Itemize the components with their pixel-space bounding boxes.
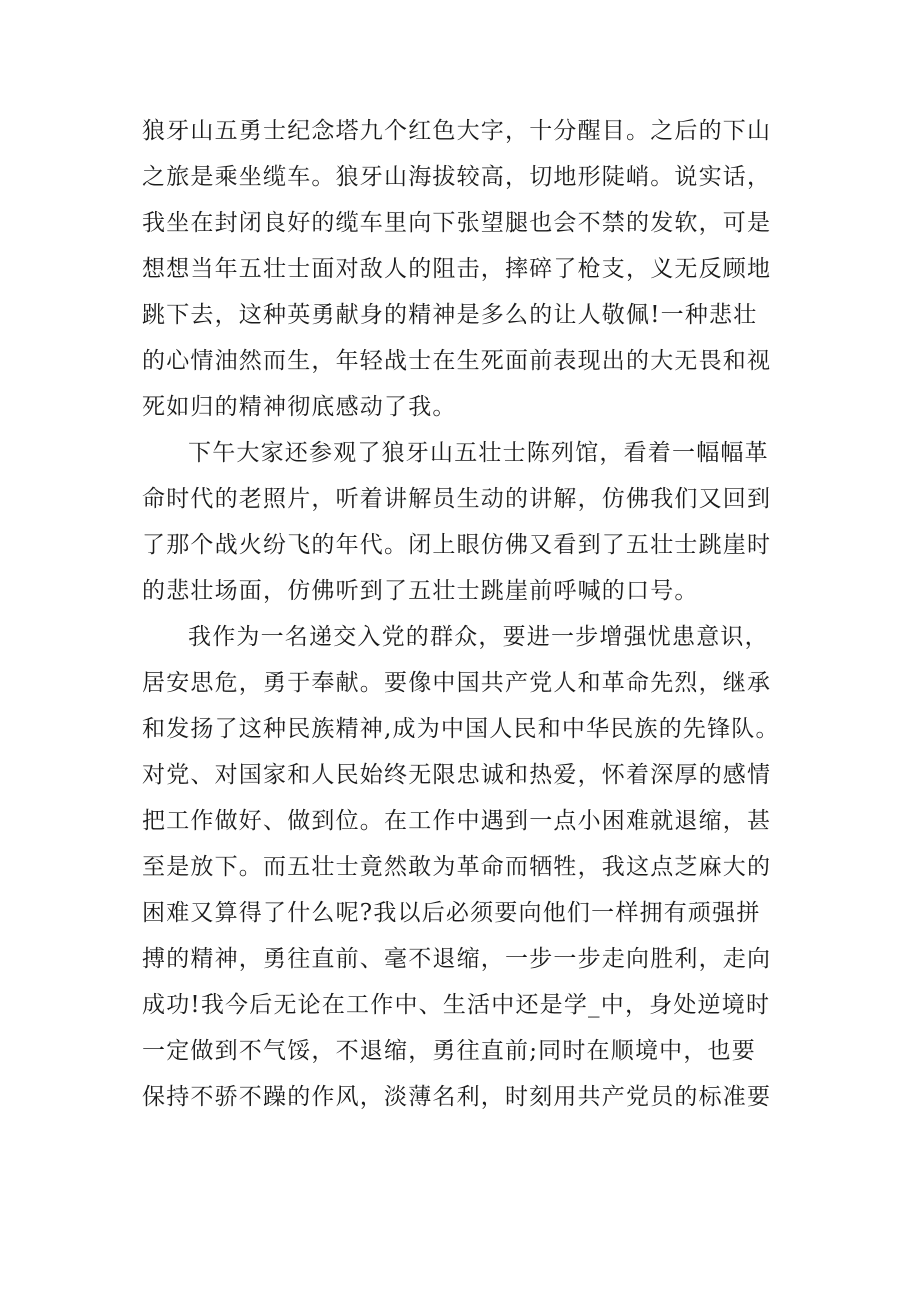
- text-line: 保持不骄不躁的作风，淡薄名利，时刻用共产党员的标准要: [142, 1084, 772, 1110]
- text-line: 死如归的精神彻底感动了我。: [142, 394, 457, 420]
- paragraph-1: [142, 108, 782, 430]
- text-line: 的悲壮场面，仿佛听到了五壮士跳崖前呼喊的口号。: [142, 578, 699, 604]
- text-line: 搏的精神，勇往直前、毫不退缩，一步一步走向胜利，走向: [142, 946, 772, 972]
- text-line: 成功!我今后无论在工作中、生活中还是学_中，身处逆境时: [142, 992, 771, 1018]
- text-line: 的心情油然而生，年轻战士在生死面前表现出的大无畏和视: [142, 348, 772, 374]
- text-line: 跳下去，这种英勇献身的精神是多么的让人敬佩!一种悲壮: [142, 302, 758, 328]
- document-body: [142, 108, 782, 1120]
- text-line: 至是放下。而五壮士竟然敢为革命而牺牲，我这点芝麻大的: [142, 854, 772, 880]
- text-line: 命时代的老照片，听着讲解员生动的讲解，仿佛我们又回到: [142, 486, 772, 512]
- text-line: 了那个战火纷飞的年代。闭上眼仿佛又看到了五壮士跳崖时: [142, 532, 772, 558]
- text-line-indented: 我作为一名递交入党的群众，要进一步增强忧患意识，: [188, 624, 769, 650]
- text-line: 把工作做好、做到位。在工作中遇到一点小困难就退缩，甚: [142, 808, 772, 834]
- text-line: 对党、对国家和人民始终无限忠诚和热爱，怀着深厚的感情: [142, 762, 772, 788]
- text-line: 想想当年五壮士面对敌人的阻击，摔碎了枪支，义无反顾地: [142, 256, 772, 282]
- text-line: 之旅是乘坐缆车。狼牙山海拔较高，切地形陡峭。说实话，: [142, 164, 772, 190]
- text-line: 和发扬了这种民族精神,成为中国人民和中华民族的先锋队。: [142, 716, 780, 742]
- text-line: 困难又算得了什么呢?我以后必须要向他们一样拥有顽强拼: [142, 900, 761, 926]
- paragraph-3: [142, 614, 782, 1120]
- text-line: 狼牙山五勇士纪念塔九个红色大字，十分醒目。之后的下山: [142, 118, 772, 144]
- text-line: 我坐在封闭良好的缆车里向下张望腿也会不禁的发软，可是: [142, 210, 772, 236]
- text-line-indented: 下午大家还参观了狼牙山五壮士陈列馆，看着一幅幅革: [188, 440, 769, 466]
- text-line: 居安思危，勇于奉献。要像中国共产党人和革命先烈，继承: [142, 670, 772, 696]
- paragraph-2: [142, 430, 782, 614]
- text-line: 一定做到不气馁，不退缩，勇往直前;同时在顺境中，也要: [142, 1038, 756, 1064]
